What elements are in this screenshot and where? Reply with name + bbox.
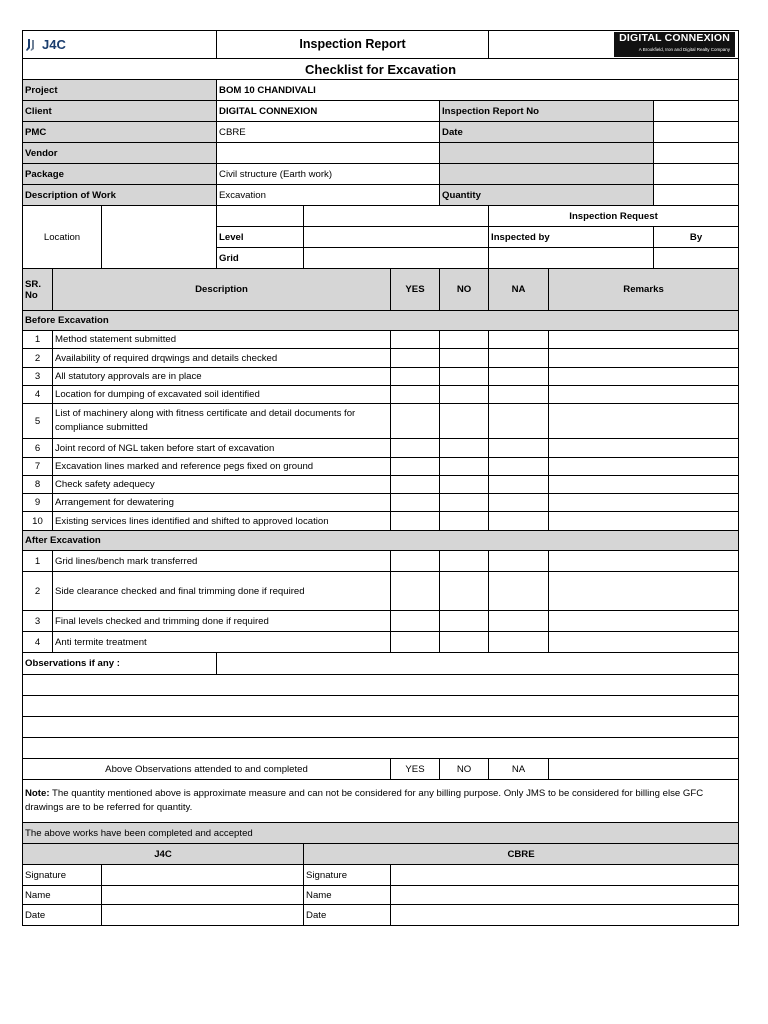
j4c-party-label: J4C xyxy=(23,844,304,865)
na-cell[interactable] xyxy=(489,572,549,611)
remarks-cell[interactable] xyxy=(549,611,739,632)
yes-cell[interactable] xyxy=(391,439,440,458)
no-cell[interactable] xyxy=(440,458,489,476)
note-label: Note: xyxy=(25,788,50,799)
after-excavation-heading: After Excavation xyxy=(23,531,739,551)
item-description: Method statement submitted xyxy=(53,331,391,349)
item-number: 6 xyxy=(23,439,53,458)
cbre-party-label: CBRE xyxy=(304,844,739,865)
item-number: 1 xyxy=(23,551,53,572)
description-header: Description xyxy=(53,269,391,311)
observations-attended-row xyxy=(23,759,739,780)
digital-connexion-name: DIGITAL CONNEXION xyxy=(619,32,731,44)
no-cell[interactable] xyxy=(440,476,489,494)
date-value[interactable] xyxy=(654,122,739,143)
j4c-signature-field[interactable] xyxy=(102,865,304,886)
no-cell[interactable] xyxy=(440,512,489,531)
remarks-cell[interactable] xyxy=(549,476,739,494)
project-row xyxy=(23,80,739,101)
project-value[interactable]: BOM 10 CHANDIVALI xyxy=(217,80,739,101)
j4c-date-label: Date xyxy=(23,905,102,926)
checklist-row xyxy=(23,331,739,349)
checklist-row xyxy=(23,512,739,531)
na-cell[interactable] xyxy=(489,611,549,632)
description-of-work-row xyxy=(23,185,739,206)
item-description: Side clearance checked and final trimming done if required xyxy=(53,572,391,611)
remarks-cell[interactable] xyxy=(549,632,739,653)
na-cell[interactable] xyxy=(489,512,549,531)
checklist-row xyxy=(23,494,739,512)
no-cell[interactable] xyxy=(440,331,489,349)
no-cell[interactable] xyxy=(440,404,489,439)
observation-line[interactable] xyxy=(23,717,739,738)
blank-value-cell[interactable] xyxy=(654,143,739,164)
quantity-label: Quantity xyxy=(440,185,654,206)
remarks-cell[interactable] xyxy=(549,386,739,404)
item-number: 8 xyxy=(23,476,53,494)
logo-cell xyxy=(23,31,217,59)
location-blank-cell[interactable] xyxy=(304,206,489,227)
no-cell[interactable] xyxy=(440,572,489,611)
attended-no[interactable]: NO xyxy=(440,759,489,780)
inspection-report-no-label: Inspection Report No xyxy=(440,101,654,122)
checklist-table xyxy=(22,30,739,926)
no-cell[interactable] xyxy=(440,439,489,458)
attended-yes[interactable]: YES xyxy=(391,759,440,780)
checklist-row xyxy=(23,632,739,653)
no-cell[interactable] xyxy=(440,368,489,386)
vendor-value[interactable] xyxy=(217,143,440,164)
report-title: Inspection Report xyxy=(217,31,489,59)
j4c-date-field[interactable] xyxy=(102,905,304,926)
item-description: Grid lines/bench mark transferred xyxy=(53,551,391,572)
yes-header: YES xyxy=(391,269,440,311)
remarks-cell[interactable] xyxy=(549,404,739,439)
client-row xyxy=(23,101,739,122)
yes-cell[interactable] xyxy=(391,632,440,653)
yes-cell[interactable] xyxy=(391,368,440,386)
no-cell[interactable] xyxy=(440,551,489,572)
j4c-name-field[interactable] xyxy=(102,886,304,905)
cbre-name-label: Name xyxy=(304,886,391,905)
acceptance-parties-row xyxy=(23,844,739,865)
level-label: Level xyxy=(217,227,304,248)
inspected-by-label: Inspected by xyxy=(489,227,654,248)
section-heading-row xyxy=(23,311,739,331)
grid-label: Grid xyxy=(217,248,304,269)
item-description: Check safety adequecy xyxy=(53,476,391,494)
checklist-row xyxy=(23,368,739,386)
observations-attended-label: Above Observations attended to and completed xyxy=(23,759,391,780)
j4c-signature-label: Signature xyxy=(23,865,102,886)
cbre-date-field[interactable] xyxy=(391,905,739,926)
cbre-date-label: Date xyxy=(304,905,391,926)
item-number: 5 xyxy=(23,404,53,439)
item-description: Excavation lines marked and reference pegs fixed on ground xyxy=(53,458,391,476)
inspection-report-no-value[interactable] xyxy=(654,101,739,122)
blank-label-cell xyxy=(440,143,654,164)
quantity-value[interactable] xyxy=(654,185,739,206)
na-cell[interactable] xyxy=(489,349,549,368)
remarks-cell[interactable] xyxy=(549,458,739,476)
yes-cell[interactable] xyxy=(391,404,440,439)
note-row xyxy=(23,780,739,823)
na-cell[interactable] xyxy=(489,331,549,349)
vendor-row xyxy=(23,143,739,164)
pmc-value[interactable]: CBRE xyxy=(217,122,440,143)
checklist-row xyxy=(23,404,739,439)
level-value[interactable] xyxy=(304,227,489,248)
client-label: Client xyxy=(23,101,217,122)
checklist-title: Checklist for Excavation xyxy=(23,59,739,80)
inspection-request-label: Inspection Request xyxy=(489,206,739,227)
no-cell[interactable] xyxy=(440,611,489,632)
no-cell[interactable] xyxy=(440,349,489,368)
item-description: All statutory approvals are in place xyxy=(53,368,391,386)
vendor-label: Vendor xyxy=(23,143,217,164)
yes-cell[interactable] xyxy=(391,458,440,476)
blank-label-cell xyxy=(440,164,654,185)
item-number: 9 xyxy=(23,494,53,512)
observation-line[interactable] xyxy=(23,696,739,717)
blank-value-cell[interactable] xyxy=(654,164,739,185)
location-blank-cell[interactable] xyxy=(217,206,304,227)
section-heading-row xyxy=(23,531,739,551)
location-value[interactable] xyxy=(102,206,217,269)
package-row xyxy=(23,164,739,185)
note-text: The quantity mentioned above is approximate measure and can not be considered for any billing purpose. Only JMS to be considered for billing else GFC drawings are to be referred for quantity. xyxy=(25,788,704,813)
remarks-cell[interactable] xyxy=(549,551,739,572)
date-sign-row xyxy=(23,905,739,926)
inspected-by-value[interactable] xyxy=(489,248,654,269)
inspection-report-sheet xyxy=(22,30,738,926)
checklist-row xyxy=(23,458,739,476)
remarks-cell[interactable] xyxy=(549,439,739,458)
project-label: Project xyxy=(23,80,217,101)
yes-cell[interactable] xyxy=(391,512,440,531)
pmc-row xyxy=(23,122,739,143)
na-cell[interactable] xyxy=(489,404,549,439)
acceptance-statement: The above works have been completed and accepted xyxy=(23,823,739,844)
note-cell xyxy=(23,780,739,823)
yes-cell[interactable] xyxy=(391,386,440,404)
item-description: Location for dumping of excavated soil identified xyxy=(53,386,391,404)
j4c-logo-icon xyxy=(25,38,39,52)
j4c-logo-text: J4C xyxy=(42,37,66,52)
yes-cell[interactable] xyxy=(391,331,440,349)
no-header: NO xyxy=(440,269,489,311)
remarks-header: Remarks xyxy=(549,269,739,311)
yes-cell[interactable] xyxy=(391,476,440,494)
item-number: 4 xyxy=(23,632,53,653)
grid-value[interactable] xyxy=(304,248,489,269)
item-number: 2 xyxy=(23,349,53,368)
location-label: Location xyxy=(23,206,102,269)
na-cell[interactable] xyxy=(489,439,549,458)
pmc-label: PMC xyxy=(23,122,217,143)
yes-cell[interactable] xyxy=(391,551,440,572)
item-description: Anti termite treatment xyxy=(53,632,391,653)
yes-cell[interactable] xyxy=(391,572,440,611)
remarks-cell[interactable] xyxy=(549,368,739,386)
attended-na[interactable]: NA xyxy=(489,759,549,780)
item-number: 3 xyxy=(23,368,53,386)
acceptance-row xyxy=(23,823,739,844)
client-logo-cell xyxy=(489,31,739,59)
digital-connexion-logo xyxy=(614,32,735,57)
cbre-name-field[interactable] xyxy=(391,886,739,905)
na-cell[interactable] xyxy=(489,494,549,512)
yes-cell[interactable] xyxy=(391,349,440,368)
na-cell[interactable] xyxy=(489,368,549,386)
remarks-cell[interactable] xyxy=(549,494,739,512)
j4c-name-label: Name xyxy=(23,886,102,905)
na-cell[interactable] xyxy=(489,632,549,653)
item-description: Final levels checked and trimming done if required xyxy=(53,611,391,632)
na-header: NA xyxy=(489,269,549,311)
observation-line[interactable] xyxy=(23,738,739,759)
na-cell[interactable] xyxy=(489,386,549,404)
by-value[interactable] xyxy=(654,248,739,269)
sr-no-header: SR. No xyxy=(23,269,53,311)
item-description: Arrangement for dewatering xyxy=(53,494,391,512)
item-number: 2 xyxy=(23,572,53,611)
observation-line[interactable] xyxy=(23,675,739,696)
checklist-row xyxy=(23,349,739,368)
observations-input[interactable] xyxy=(217,653,739,675)
attended-remarks-cell[interactable] xyxy=(549,759,739,780)
checklist-header-row xyxy=(23,269,739,311)
observations-label: Observations if any : xyxy=(23,653,217,675)
cbre-signature-label: Signature xyxy=(304,865,391,886)
na-cell[interactable] xyxy=(489,476,549,494)
item-number: 3 xyxy=(23,611,53,632)
item-description: List of machinery along with fitness certificate and detail documents for compliance submitted xyxy=(53,404,391,439)
digital-connexion-tagline: A Brookfield, Iron and Digital Realty Company xyxy=(638,47,731,52)
checklist-row xyxy=(23,439,739,458)
checklist-row xyxy=(23,611,739,632)
description-of-work-value[interactable]: Excavation xyxy=(217,185,440,206)
signature-row xyxy=(23,865,739,886)
checklist-row xyxy=(23,572,739,611)
date-label: Date xyxy=(440,122,654,143)
by-label: By xyxy=(654,227,739,248)
client-value[interactable]: DIGITAL CONNEXION xyxy=(217,101,440,122)
package-value[interactable]: Civil structure (Earth work) xyxy=(217,164,440,185)
na-cell[interactable] xyxy=(489,458,549,476)
remarks-cell[interactable] xyxy=(549,349,739,368)
no-cell[interactable] xyxy=(440,494,489,512)
description-of-work-label: Description of Work xyxy=(23,185,217,206)
remarks-cell[interactable] xyxy=(549,331,739,349)
package-label: Package xyxy=(23,164,217,185)
j4c-logo xyxy=(25,38,214,52)
item-number: 10 xyxy=(23,512,53,531)
item-number: 1 xyxy=(23,331,53,349)
observations-row xyxy=(23,653,739,675)
yes-cell[interactable] xyxy=(391,494,440,512)
no-cell[interactable] xyxy=(440,386,489,404)
item-number: 7 xyxy=(23,458,53,476)
item-description: Existing services lines identified and shifted to approved location xyxy=(53,512,391,531)
item-description: Availability of required drqwings and details checked xyxy=(53,349,391,368)
checklist-row xyxy=(23,386,739,404)
remarks-cell[interactable] xyxy=(549,512,739,531)
item-number: 4 xyxy=(23,386,53,404)
checklist-row xyxy=(23,551,739,572)
before-excavation-heading: Before Excavation xyxy=(23,311,739,331)
cbre-signature-field[interactable] xyxy=(391,865,739,886)
na-cell[interactable] xyxy=(489,551,549,572)
checklist-row xyxy=(23,476,739,494)
item-description: Joint record of NGL taken before start of excavation xyxy=(53,439,391,458)
no-cell[interactable] xyxy=(440,632,489,653)
name-row xyxy=(23,886,739,905)
remarks-cell[interactable] xyxy=(549,572,739,611)
yes-cell[interactable] xyxy=(391,611,440,632)
